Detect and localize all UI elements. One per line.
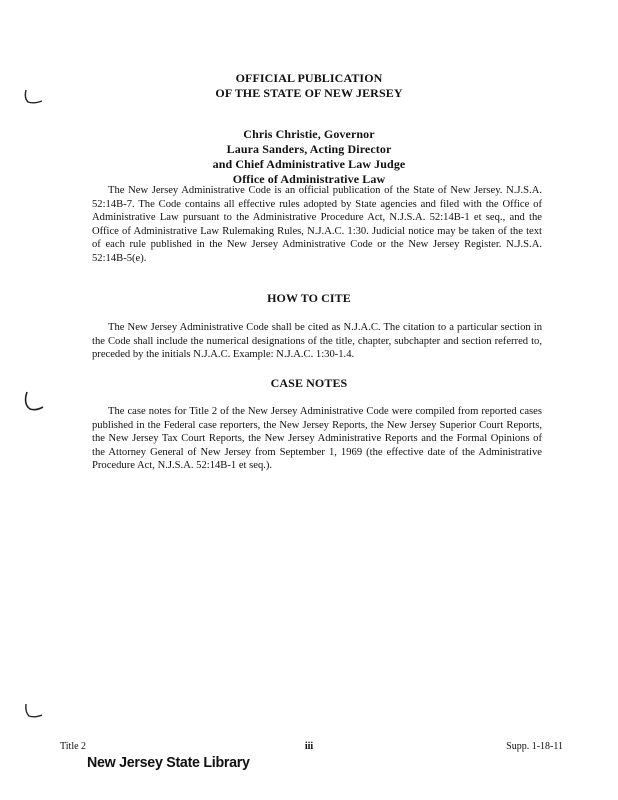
case-notes-paragraph: The case notes for Title 2 of the New Jersey Administrative Code were compiled from reported cases published in the Federal case reporters, the New Jersey Reports, the New Jersey Superior Court Reports, the New Jersey Tax Court Reports, the New Jersey Administrative Reports and the Formal Opinions of the Attorney General of New Jersey from September 1, 1969 (the effective date of the Administrative Procedure Act, N.J.S.A. 52:14B-1 et seq.). [92,406,542,472]
officials-block [0,127,618,187]
binding-mark-bottom [22,702,52,724]
case-notes-heading: CASE NOTES [270,376,348,390]
publication-title-line1: OFFICIAL PUBLICATION [235,71,383,85]
publication-title [0,71,618,101]
publication-title-line2: OF THE STATE OF NEW JERSEY [215,86,403,100]
officials-line1: Chris Christie, Governor [243,127,375,141]
footer-page-number: iii [304,741,314,752]
binding-mark-middle [22,390,52,416]
officials-line4: Office of Administrative Law [232,172,386,186]
how-to-cite-paragraph: The New Jersey Administrative Code shall be cited as N.J.A.C. The citation to a particular section in the Code shall include the numerical designations of the title, chapter, subchapter and section referred to, preceded by the initials N.J.A.C. Example: N.J.A.C. 1:30-1.4. [92,322,542,361]
footer-supplement-date: Supp. 1-18-11 [506,741,563,752]
library-stamp: New Jersey State Library [87,754,250,771]
officials-line3: and Chief Administrative Law Judge [212,157,406,171]
how-to-cite-heading: HOW TO CITE [267,291,351,305]
officials-line2: Laura Sanders, Acting Director [226,142,392,156]
intro-paragraph: The New Jersey Administrative Code is an official publication of the State of New Jersey. N.J.S.A. 52:14B-7. The Code contains all effective rules adopted by State agencies and filed with the Office of Administrative Law pursuant to the Administrative Procedure Act, N.J.S.A. 52:14B-1 et seq., and the Office of Administrative Law Rulemaking Rules, N.J.A.C. 1:30. Judicial notice may be taken of the text of each rule published in the New Jersey Administrative Code or the New Jersey Register. N.J.S.A. 52:14B-5(e). [92,185,542,264]
footer-title: Title 2 [60,741,87,752]
